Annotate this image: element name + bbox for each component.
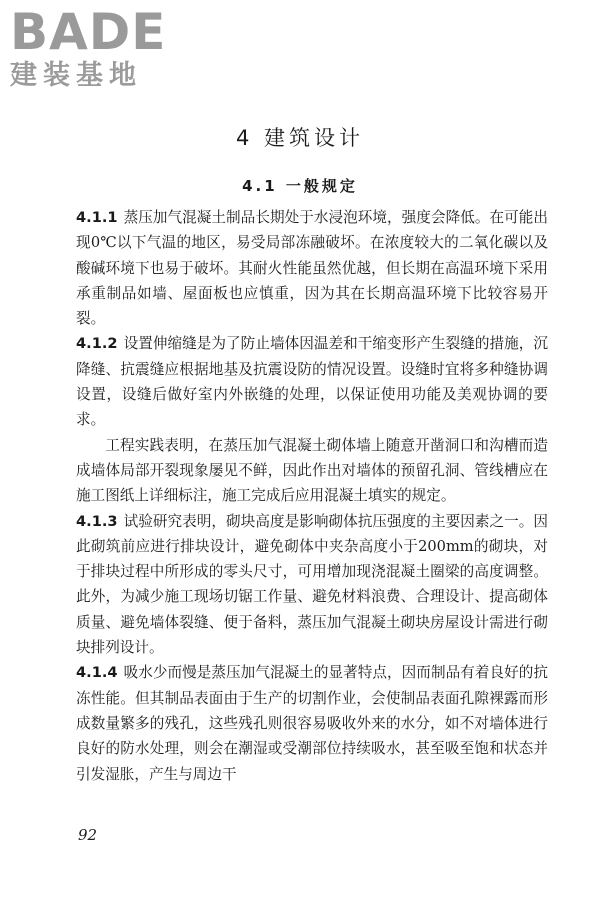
- clause-text: 蒸压加气混凝土制品长期处于水浸泡环境，强度会降低。在可能出现0℃以下气温的地区，易受局部冻融破坏。在浓度较大的二氧化碳以及酸碱环境下也易于破坏。其耐火性能虽然优越，但长期在高温环境下采用承重制品如墙、屋面板也应慎重，因为其在长期高温环境下比较容易开裂。: [76, 209, 548, 328]
- clause-number: 4.1.2: [76, 335, 118, 353]
- clause-4-1-2: [76, 331, 548, 432]
- clause-text: 工程实践表明，在蒸压加气混凝土砌体墙上随意开凿洞口和沟槽而造成墙体局部开裂现象屡见不鲜，因此作出对墙体的预留孔洞、管线槽应在施工图纸上详细标注，施工完成后应用混凝土填实的规定。: [76, 436, 548, 505]
- section-title: 4.1 一般规定: [242, 177, 358, 195]
- clause-number: 4.1.3: [76, 512, 118, 530]
- clause-4-1-2-continuation: [76, 433, 548, 509]
- clause-4-1-3: [76, 509, 548, 661]
- logo-wordmark: BADE: [10, 3, 167, 61]
- clause-number: 4.1.4: [76, 664, 118, 682]
- brand-logo: [10, 3, 180, 94]
- clause-number: 4.1.1: [76, 209, 118, 226]
- page-number: 92: [78, 826, 98, 844]
- body-text: [76, 205, 548, 787]
- clause-4-1-1: [76, 205, 548, 331]
- clause-text: 吸水少而慢是蒸压加气混凝土的显著特点，因而制品有着良好的抗冻性能。但其制品表面由于生产的切割作业，会使制品表面孔隙裸露而形成数量繁多的残孔，这些残孔则很容易吸收外来的水分，如不对墙体进行良好的防水处理，则会在潮湿或受潮部位持续吸水，甚至吸至饱和状态并引发湿胀，产生与周边干: [76, 664, 548, 783]
- clause-4-1-4: [76, 660, 548, 786]
- clause-text: 试验研究表明，砌块高度是影响砌体抗压强度的主要因素之一。因此砌筑前应进行排块设计，避免砌体中夹杂高度小于200mm的砌块，对于排块过程中所形成的零头尺寸，可用增加现浇混凝土圈梁的高度调整。此外，为减少施工现场切锯工作量、避免材料浪费、合理设计、提高砌体质量、避免墙体裂缝、便于备料，蒸压加气混凝土砌块房屋设计需进行砌块排列设计。: [76, 512, 548, 657]
- logo-subtitle: 建装基地: [10, 60, 142, 91]
- chapter-title: 4 建筑设计: [235, 126, 365, 150]
- clause-text: 设置伸缩缝是为了防止墙体因温差和干缩变形产生裂缝的措施，沉降缝、抗震缝应根据地基及抗震设防的情况设置。设缝时宜将多种缝协调设置，设缝后做好室内外嵌缝的处理，以保证使用功能及美观协调的要求。: [76, 335, 548, 429]
